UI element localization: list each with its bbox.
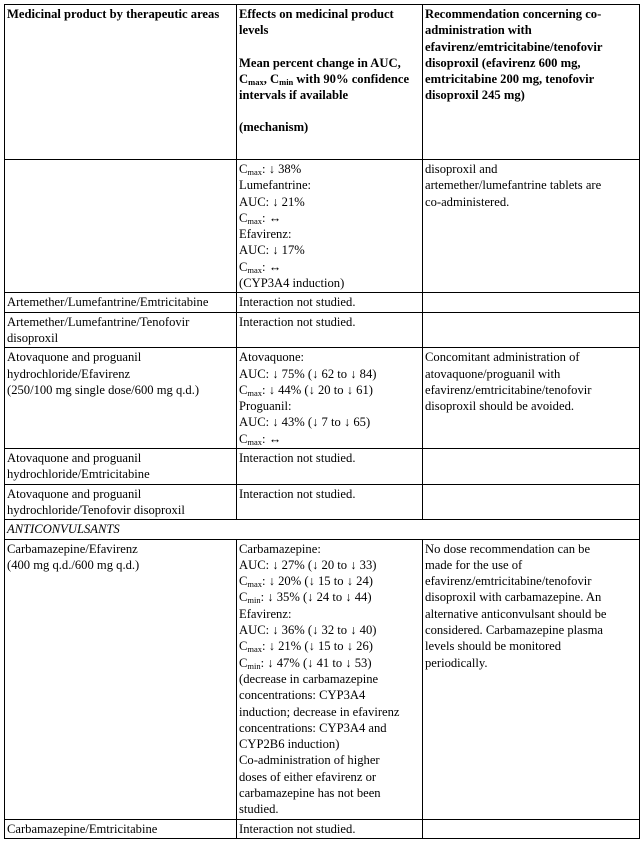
product-cell	[5, 293, 237, 312]
section-row	[5, 520, 640, 539]
effect-line: (CYP3A4 induction)	[239, 276, 345, 291]
recommendation-cell	[423, 293, 640, 312]
product-cell	[5, 312, 237, 348]
product-line: hydrochloride/Emtricitabine	[7, 467, 150, 482]
effect-line: concentrations: CYP3A4 and	[239, 720, 387, 735]
product-cell	[5, 484, 237, 520]
effect-line: AUC: ↓ 43% (↓ 7 to ↓ 65)	[239, 415, 371, 430]
table-header-row	[5, 5, 640, 160]
recommendation-line: efavirenz/emtricitabine/tenofovir	[425, 574, 592, 589]
effect-line: AUC: ↓ 27% (↓ 20 to ↓ 33)	[239, 557, 377, 572]
effects-cell	[237, 449, 423, 485]
effect-line: concentrations: CYP3A4	[239, 688, 366, 703]
header-effects-title: Effects on medicinal product levels	[239, 7, 394, 38]
effects-cell	[237, 312, 423, 348]
product-line: hydrochloride/Efavirenz	[7, 366, 131, 381]
recommendation-line: co-administered.	[425, 194, 510, 209]
effect-line: $C_{min}$: ↓ 35% (↓ 24 to ↓ 44)	[239, 590, 372, 606]
header-product-label: Medicinal product by therapeutic areas	[7, 7, 220, 21]
effect-line: Efavirenz:	[239, 606, 292, 621]
effect-line: Efavirenz:	[239, 227, 292, 242]
table-row	[5, 293, 640, 312]
recommendation-line: made for the use of	[425, 557, 523, 572]
table-row	[5, 160, 640, 293]
product-line: disoproxil	[7, 330, 59, 345]
recommendation-line: Concomitant administration of	[425, 350, 580, 365]
effect-line: Interaction not studied.	[239, 451, 356, 466]
product-cell	[5, 348, 237, 449]
product-line: Artemether/Lumefantrine/Tenofovir	[7, 314, 190, 329]
effects-cell	[237, 293, 423, 312]
document-page	[4, 4, 639, 839]
effect-line: Co-administration of higher	[239, 753, 380, 768]
recommendation-line: levels should be monitored	[425, 639, 562, 654]
product-cell	[5, 160, 237, 293]
effects-cell	[237, 160, 423, 293]
recommendation-line: artemether/lumefantrine tablets are	[425, 178, 602, 193]
effect-line: Interaction not studied.	[239, 295, 356, 310]
table-row	[5, 539, 640, 819]
product-line: Atovaquone and proguanil	[7, 451, 142, 466]
recommendation-line: efavirenz/emtricitabine/tenofovir	[425, 382, 592, 397]
section-heading: ANTICONVULSANTS	[5, 520, 640, 539]
product-line: Atovaquone and proguanil	[7, 350, 142, 365]
table-row	[5, 484, 640, 520]
effect-line: carbamazepine has not been	[239, 785, 381, 800]
effect-line: AUC: ↓ 36% (↓ 32 to ↓ 40)	[239, 623, 377, 638]
product-line: (250/100 mg single dose/600 mg q.d.)	[7, 382, 200, 397]
product-line: hydrochloride/Tenofovir disoproxil	[7, 502, 185, 517]
interaction-table	[4, 4, 640, 839]
effect-line: $C_{max}$: ↓ 20% (↓ 15 to ↓ 24)	[239, 574, 373, 590]
header-effects-measure: Mean percent change in AUC, $C_{max}$, $C_{min}$ with 90% confidence intervals if available	[239, 55, 410, 103]
effect-line: AUC: ↓ 17%	[239, 243, 305, 258]
recommendation-line: periodically.	[425, 655, 488, 670]
effect-line: $C_{max}$: ↓ 38%	[239, 162, 302, 177]
effects-cell	[237, 539, 423, 819]
effects-cell	[237, 348, 423, 449]
effect-line: Interaction not studied.	[239, 314, 356, 329]
header-effects-mechanism: (mechanism)	[239, 120, 309, 135]
product-cell	[5, 819, 237, 838]
product-line: Carbamazepine/Efavirenz	[7, 541, 138, 556]
table-row	[5, 348, 640, 449]
product-line: Carbamazepine/Emtricitabine	[7, 821, 158, 836]
recommendation-line: considered. Carbamazepine plasma	[425, 623, 603, 638]
effect-line: Carbamazepine:	[239, 541, 321, 556]
recommendation-line: disoproxil with carbamazepine. An	[425, 590, 602, 605]
recommendation-cell	[423, 348, 640, 449]
recommendation-line: atovaquone/proguanil with	[425, 366, 561, 381]
product-line: Atovaquone and proguanil	[7, 486, 142, 501]
header-recommendation-label: Recommendation concerning co-administration with efavirenz/emtricitabine/tenofovir disoproxil (efavirenz 600 mg, emtricitabine 200 mg, tenofovir disoproxil 245 mg)	[425, 7, 603, 103]
effect-line: Interaction not studied.	[239, 486, 356, 501]
product-line: (400 mg q.d./600 mg q.d.)	[7, 557, 140, 572]
recommendation-line: disoproxil and	[425, 162, 498, 176]
recommendation-cell	[423, 312, 640, 348]
effect-line: Lumefantrine:	[239, 178, 312, 193]
effect-line: $C_{max}$: ↓ 44% (↓ 20 to ↓ 61)	[239, 382, 373, 398]
header-recommendation	[423, 5, 640, 160]
product-cell	[5, 449, 237, 485]
effect-line: (decrease in carbamazepine	[239, 671, 379, 686]
recommendation-cell	[423, 484, 640, 520]
effect-line: AUC: ↓ 21%	[239, 194, 305, 209]
product-cell	[5, 539, 237, 819]
effect-line: $C_{max}$: ↔	[239, 259, 282, 275]
recommendation-line: alternative anticonvulsant should be	[425, 606, 607, 621]
recommendation-cell	[423, 449, 640, 485]
recommendation-line: No dose recommendation can be	[425, 541, 591, 556]
effect-line: $C_{max}$: ↓ 21% (↓ 15 to ↓ 26)	[239, 639, 373, 655]
effect-line: $C_{min}$: ↓ 47% (↓ 41 to ↓ 53)	[239, 655, 372, 671]
recommendation-cell	[423, 819, 640, 838]
header-effects	[237, 5, 423, 160]
table-row	[5, 449, 640, 485]
effects-cell	[237, 819, 423, 838]
table-row	[5, 819, 640, 838]
effect-line: Interaction not studied.	[239, 821, 356, 836]
effect-line: $C_{max}$: ↔	[239, 431, 282, 447]
effect-line: Atovaquone:	[239, 350, 305, 365]
product-line: Artemether/Lumefantrine/Emtricitabine	[7, 295, 209, 310]
table-row	[5, 312, 640, 348]
effect-line: studied.	[239, 802, 279, 817]
effect-line: doses of either efavirenz or	[239, 769, 377, 784]
recommendation-cell	[423, 160, 640, 293]
effect-line: Proguanil:	[239, 399, 292, 414]
effect-line: $C_{max}$: ↔	[239, 210, 282, 226]
effect-line: CYP2B6 induction)	[239, 737, 340, 752]
effect-line: AUC: ↓ 75% (↓ 62 to ↓ 84)	[239, 366, 377, 381]
recommendation-line: disoproxil should be avoided.	[425, 399, 575, 414]
header-product	[5, 5, 237, 160]
recommendation-cell	[423, 539, 640, 819]
effects-cell	[237, 484, 423, 520]
effect-line: induction; decrease in efavirenz	[239, 704, 400, 719]
